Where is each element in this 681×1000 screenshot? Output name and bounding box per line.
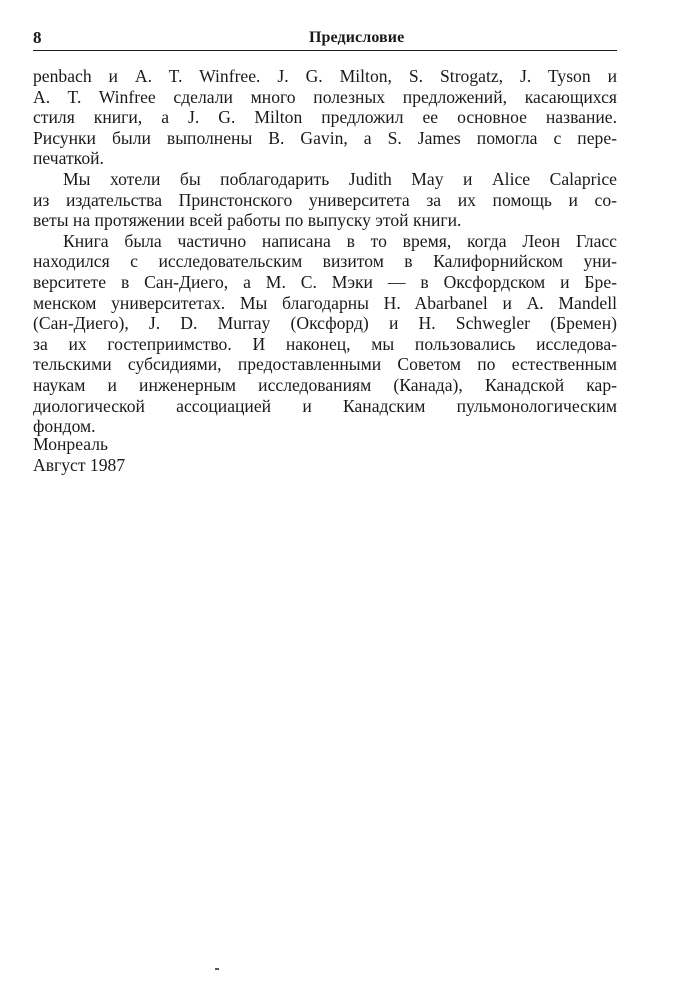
text-line: Книга была частично написана в то время, когда Леон Гласс	[63, 230, 617, 251]
text-line: стиля книги, а J. G. Milton предложил ее основное название.	[33, 107, 617, 128]
text-line: тельскими субсидиями, предоставленными Советом по естественным	[33, 354, 617, 375]
print-speck	[215, 968, 219, 970]
text-line: penbach и A. T. Winfree. J. G. Milton, S. Strogatz, J. Tyson и	[33, 66, 617, 86]
text-line: за их гостеприимство. И наконец, мы пользовались исследова-	[33, 333, 617, 354]
text-line: наукам и инженерным исследованиям (Канада), Канадской кар-	[33, 374, 617, 395]
text-line: веты на протяжении всей работы по выпуску этой книги.	[33, 210, 462, 231]
text-line: Рисунки были выполнены B. Gavin, а S. James помогла с пере-	[33, 127, 617, 148]
text-line: A. T. Winfree сделали много полезных предложений, касающихся	[33, 86, 617, 107]
signoff	[33, 434, 333, 475]
page-header	[33, 27, 617, 49]
text-line: (Сан-Диего), J. D. Murray (Оксфорд) и H. Schwegler (Бремен)	[33, 313, 617, 334]
text-line: менском университетах. Мы благодарны H. Abarbanel и A. Mandell	[33, 292, 617, 313]
text-line: из издательства Принстонского университета за их помощь и со-	[33, 189, 617, 210]
text-line: диологической ассоциацией и Канадским пульмонологическим	[33, 395, 617, 416]
text-line: Мы хотели бы поблагодарить Judith May и Alice Calaprice	[63, 168, 617, 189]
text-line: фондом.	[33, 416, 96, 437]
header-rule	[33, 50, 617, 51]
page-number: 8	[33, 28, 42, 47]
signoff-date: Август 1987	[33, 454, 126, 475]
text-line: верситете в Сан-Диего, а М. С. Мэки — в Оксфордском и Бре-	[33, 271, 617, 292]
text-line: находился с исследовательским визитом в Калифорнийском уни-	[33, 251, 617, 272]
text-line: печаткой.	[33, 148, 104, 169]
body-text	[33, 66, 617, 437]
running-title: Предисловие	[309, 29, 405, 46]
signoff-place: Монреаль	[33, 434, 109, 454]
